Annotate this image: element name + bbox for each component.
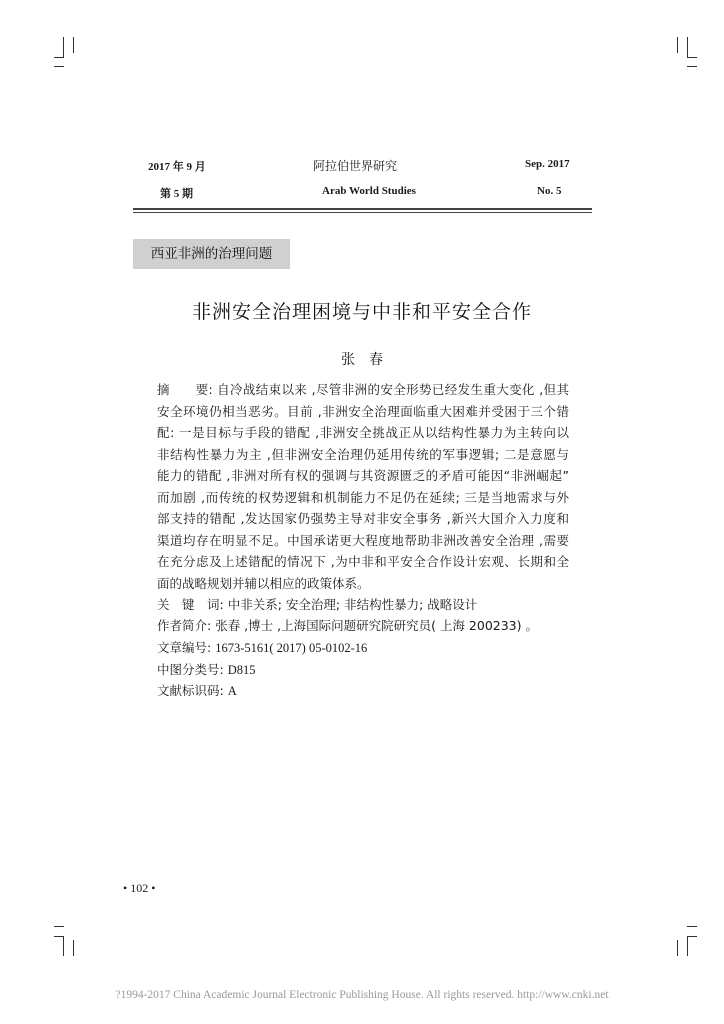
abstract-line: 能力的错配 ,非洲对所有权的强调与其资源匮乏的矛盾可能因“非洲崛起” [157, 468, 569, 483]
document-code-label: 文献标识码: [157, 683, 224, 698]
keywords-value: 中非关系; 安全治理; 非结构性暴力; 战略设计 [227, 597, 478, 612]
author-bio [157, 615, 538, 637]
clc-number [157, 659, 255, 682]
header-journal-cn: 阿拉伯世界研究 [313, 159, 398, 173]
article-number [157, 637, 367, 660]
abstract-line: 摘 要: 自冷战结束以来 ,尽管非洲的安全形势已经发生重大变化 ,但其 [157, 382, 569, 397]
crop-mark-top-left-3 [54, 57, 64, 58]
header-date-cn: 2017 年 9 月 [148, 161, 206, 173]
crop-mark-bottom-right-2 [687, 936, 697, 937]
crop-mark-top-right-4 [687, 66, 697, 67]
clc-number-label: 中图分类号: [157, 662, 224, 677]
abstract-line: 面的战略规划并辅以相应的政策体系。 [157, 575, 370, 591]
abstract-line: 安全环境仍相当恶劣。目前 ,非洲安全治理面临重大困难并受困于三个错 [157, 403, 569, 419]
author-bio-label: 作者简介: [157, 618, 212, 633]
abstract-line: 渠道均存在明显不足。中国承诺更大程度地帮助非洲改善安全治理 ,需要 [157, 532, 569, 548]
author-bio-value: 张春 ,博士 ,上海国际问题研究院研究员( 上海 200233) 。 [215, 618, 538, 633]
article-author: 张 春 [341, 352, 383, 368]
header-date-en: Sep. 2017 [525, 158, 570, 170]
keywords-label: 关 键 词: [157, 597, 224, 612]
abstract-line: 而加剧 ,而传统的权势逻辑和机制能力不足仍在延续; 三是当地需求与外 [157, 489, 569, 505]
crop-mark-top-left-2 [73, 37, 74, 53]
abstract [157, 379, 569, 594]
keywords [157, 594, 477, 616]
article-title: 非洲安全治理困境与中非和平安全合作 [191, 301, 532, 323]
abstract-line: 在充分虑及上述错配的情况下 ,为中非和平安全合作设计宏观、长期和全 [157, 554, 569, 569]
header-rule-thin [133, 212, 592, 213]
crop-mark-top-right-2 [687, 37, 688, 57]
crop-mark-bottom-right-1 [687, 926, 697, 927]
crop-mark-top-right-1 [677, 37, 678, 53]
document-code-value: A [227, 684, 237, 698]
crop-mark-bottom-left-1 [54, 926, 64, 927]
abstract-line: 配: 一是目标与手段的错配 ,非洲安全挑战正从以结构性暴力为主转向以 [157, 425, 569, 440]
page-number: • 102 • [123, 881, 156, 895]
crop-mark-bottom-right-3 [687, 936, 688, 956]
header-journal-en: Arab World Studies [322, 185, 416, 197]
header-rule-thick [133, 208, 592, 210]
crop-mark-bottom-right-4 [677, 940, 678, 956]
copyright-footer: ?1994-2017 China Academic Journal Electronic Publishing House. All rights reserved. http://www.cnki.net [115, 989, 609, 1001]
section-tag: 西亚非洲的治理问题 [133, 239, 290, 269]
crop-mark-bottom-left-4 [73, 940, 74, 956]
article-number-value: 1673-5161( 2017) 05-0102-16 [215, 641, 368, 655]
abstract-line: 部支持的错配 ,发达国家仍强势主导对非安全事务 ,新兴大国介入力度和 [157, 511, 569, 526]
clc-number-value: D815 [227, 663, 256, 677]
crop-mark-top-left-4 [54, 66, 64, 67]
crop-mark-bottom-left-3 [63, 936, 64, 956]
document-code [157, 680, 237, 703]
header-issue-en: No. 5 [537, 185, 562, 197]
abstract-line: 非结构性暴力为主 ,但非洲安全治理仍延用传统的军事逻辑; 二是意愿与 [157, 446, 569, 462]
header-issue-cn: 第 5 期 [160, 188, 193, 200]
crop-mark-top-right-3 [687, 57, 697, 58]
article-number-label: 文章编号: [157, 640, 212, 655]
crop-mark-top-left-1 [63, 37, 64, 57]
